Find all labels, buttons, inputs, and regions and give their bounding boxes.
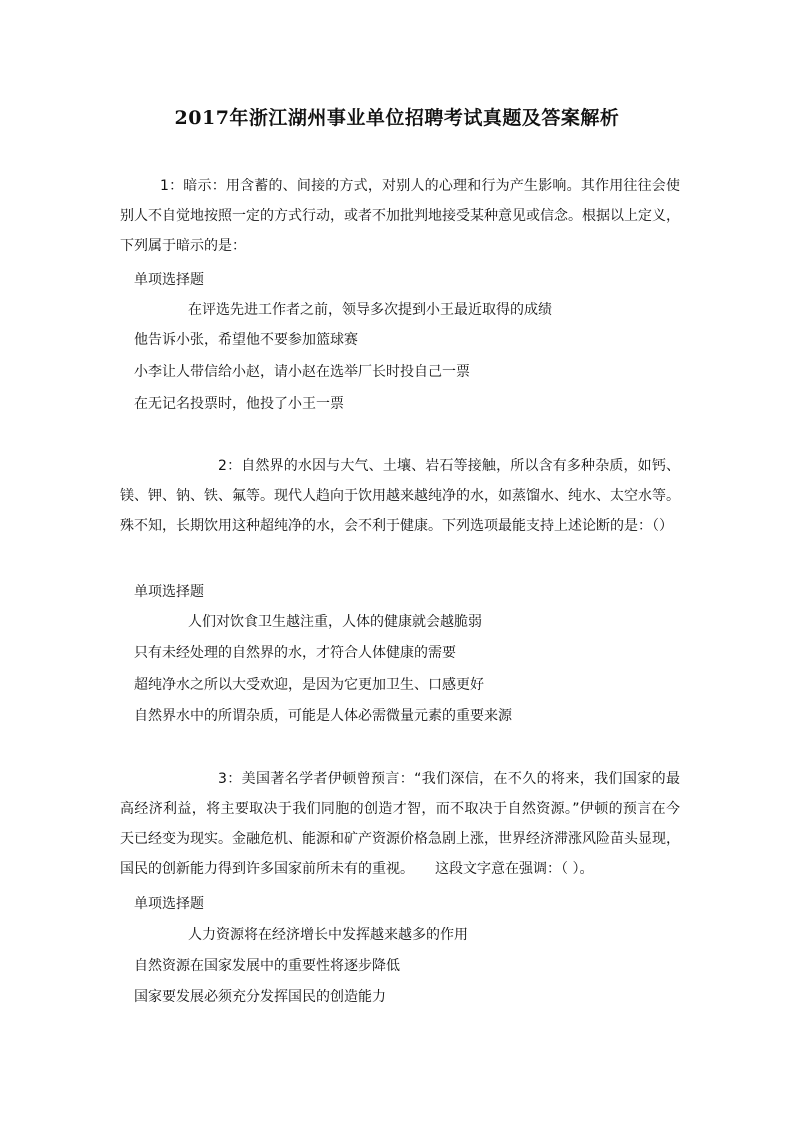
option-c: 超纯净水之所以大受欢迎，是因为它更加卫生、口感更好 — [134, 677, 484, 693]
option-b: 自然资源在国家发展中的重要性将逐步降低 — [134, 958, 400, 974]
option-b: 只有未经处理的自然界的水，才符合人体健康的需要 — [134, 645, 456, 661]
option-a: 人们对饮食卫生越注重，人体的健康就会越脆弱 — [188, 614, 482, 630]
question-stem: 2：自然界的水因与大气、土壤、岩石等接触，所以含有多种杂质，如钙、镁、钾、钠、铁、氟等。现代人趋向于饮用越来越纯净的水，如蒸馏水、纯水、太空水等。殊不知，长期饮用这种超纯净的水，会不利于健康。下列选项最能支持上述论断的是：（） — [120, 458, 680, 534]
question-type-label: 单项选择题 — [134, 896, 204, 912]
option-c: 国家要发展必须充分发挥国民的创造能力 — [134, 989, 386, 1005]
option-a: 人力资源将在经济增长中发挥越来越多的作用 — [188, 927, 468, 943]
question-stem: 3：美国著名学者伊顿曾预言：“我们深信，在不久的将来，我们国家的最高经济利益，将主要取决于我们同胞的创造才智，而不取决于自然资源。”伊顿的预言在今天已经变为现实。金融危机、能源和矿产资源价格急剧上涨，世界经济滞涨风险苗头显现，国民的创新能力得到许多国家前所未有的重视。 这段文字意在强调：（ ）。 — [120, 771, 680, 877]
option-c: 小李让人带信给小赵，请小赵在选举厂长时投自己一票 — [134, 364, 470, 380]
option-d: 在无记名投票时，他投了小王一票 — [134, 396, 344, 412]
document-title: 2017年浙江湖州事业单位招聘考试真题及答案解析 — [174, 107, 620, 129]
question-stem: 1：暗示：用含蓄的、间接的方式，对别人的心理和行为产生影响。其作用往往会使别人不自觉地按照一定的方式行动，或者不加批判地接受某种意见或信念。根据以上定义，下列属于暗示的是： — [120, 178, 680, 254]
option-a: 在评选先进工作者之前，领导多次提到小王最近取得的成绩 — [188, 302, 552, 318]
option-b: 他告诉小张，希望他不要参加篮球赛 — [134, 332, 358, 348]
option-d: 自然界水中的所谓杂质，可能是人体必需微量元素的重要来源 — [134, 708, 512, 724]
question-type-label: 单项选择题 — [134, 272, 204, 288]
question-type-label: 单项选择题 — [134, 584, 204, 600]
